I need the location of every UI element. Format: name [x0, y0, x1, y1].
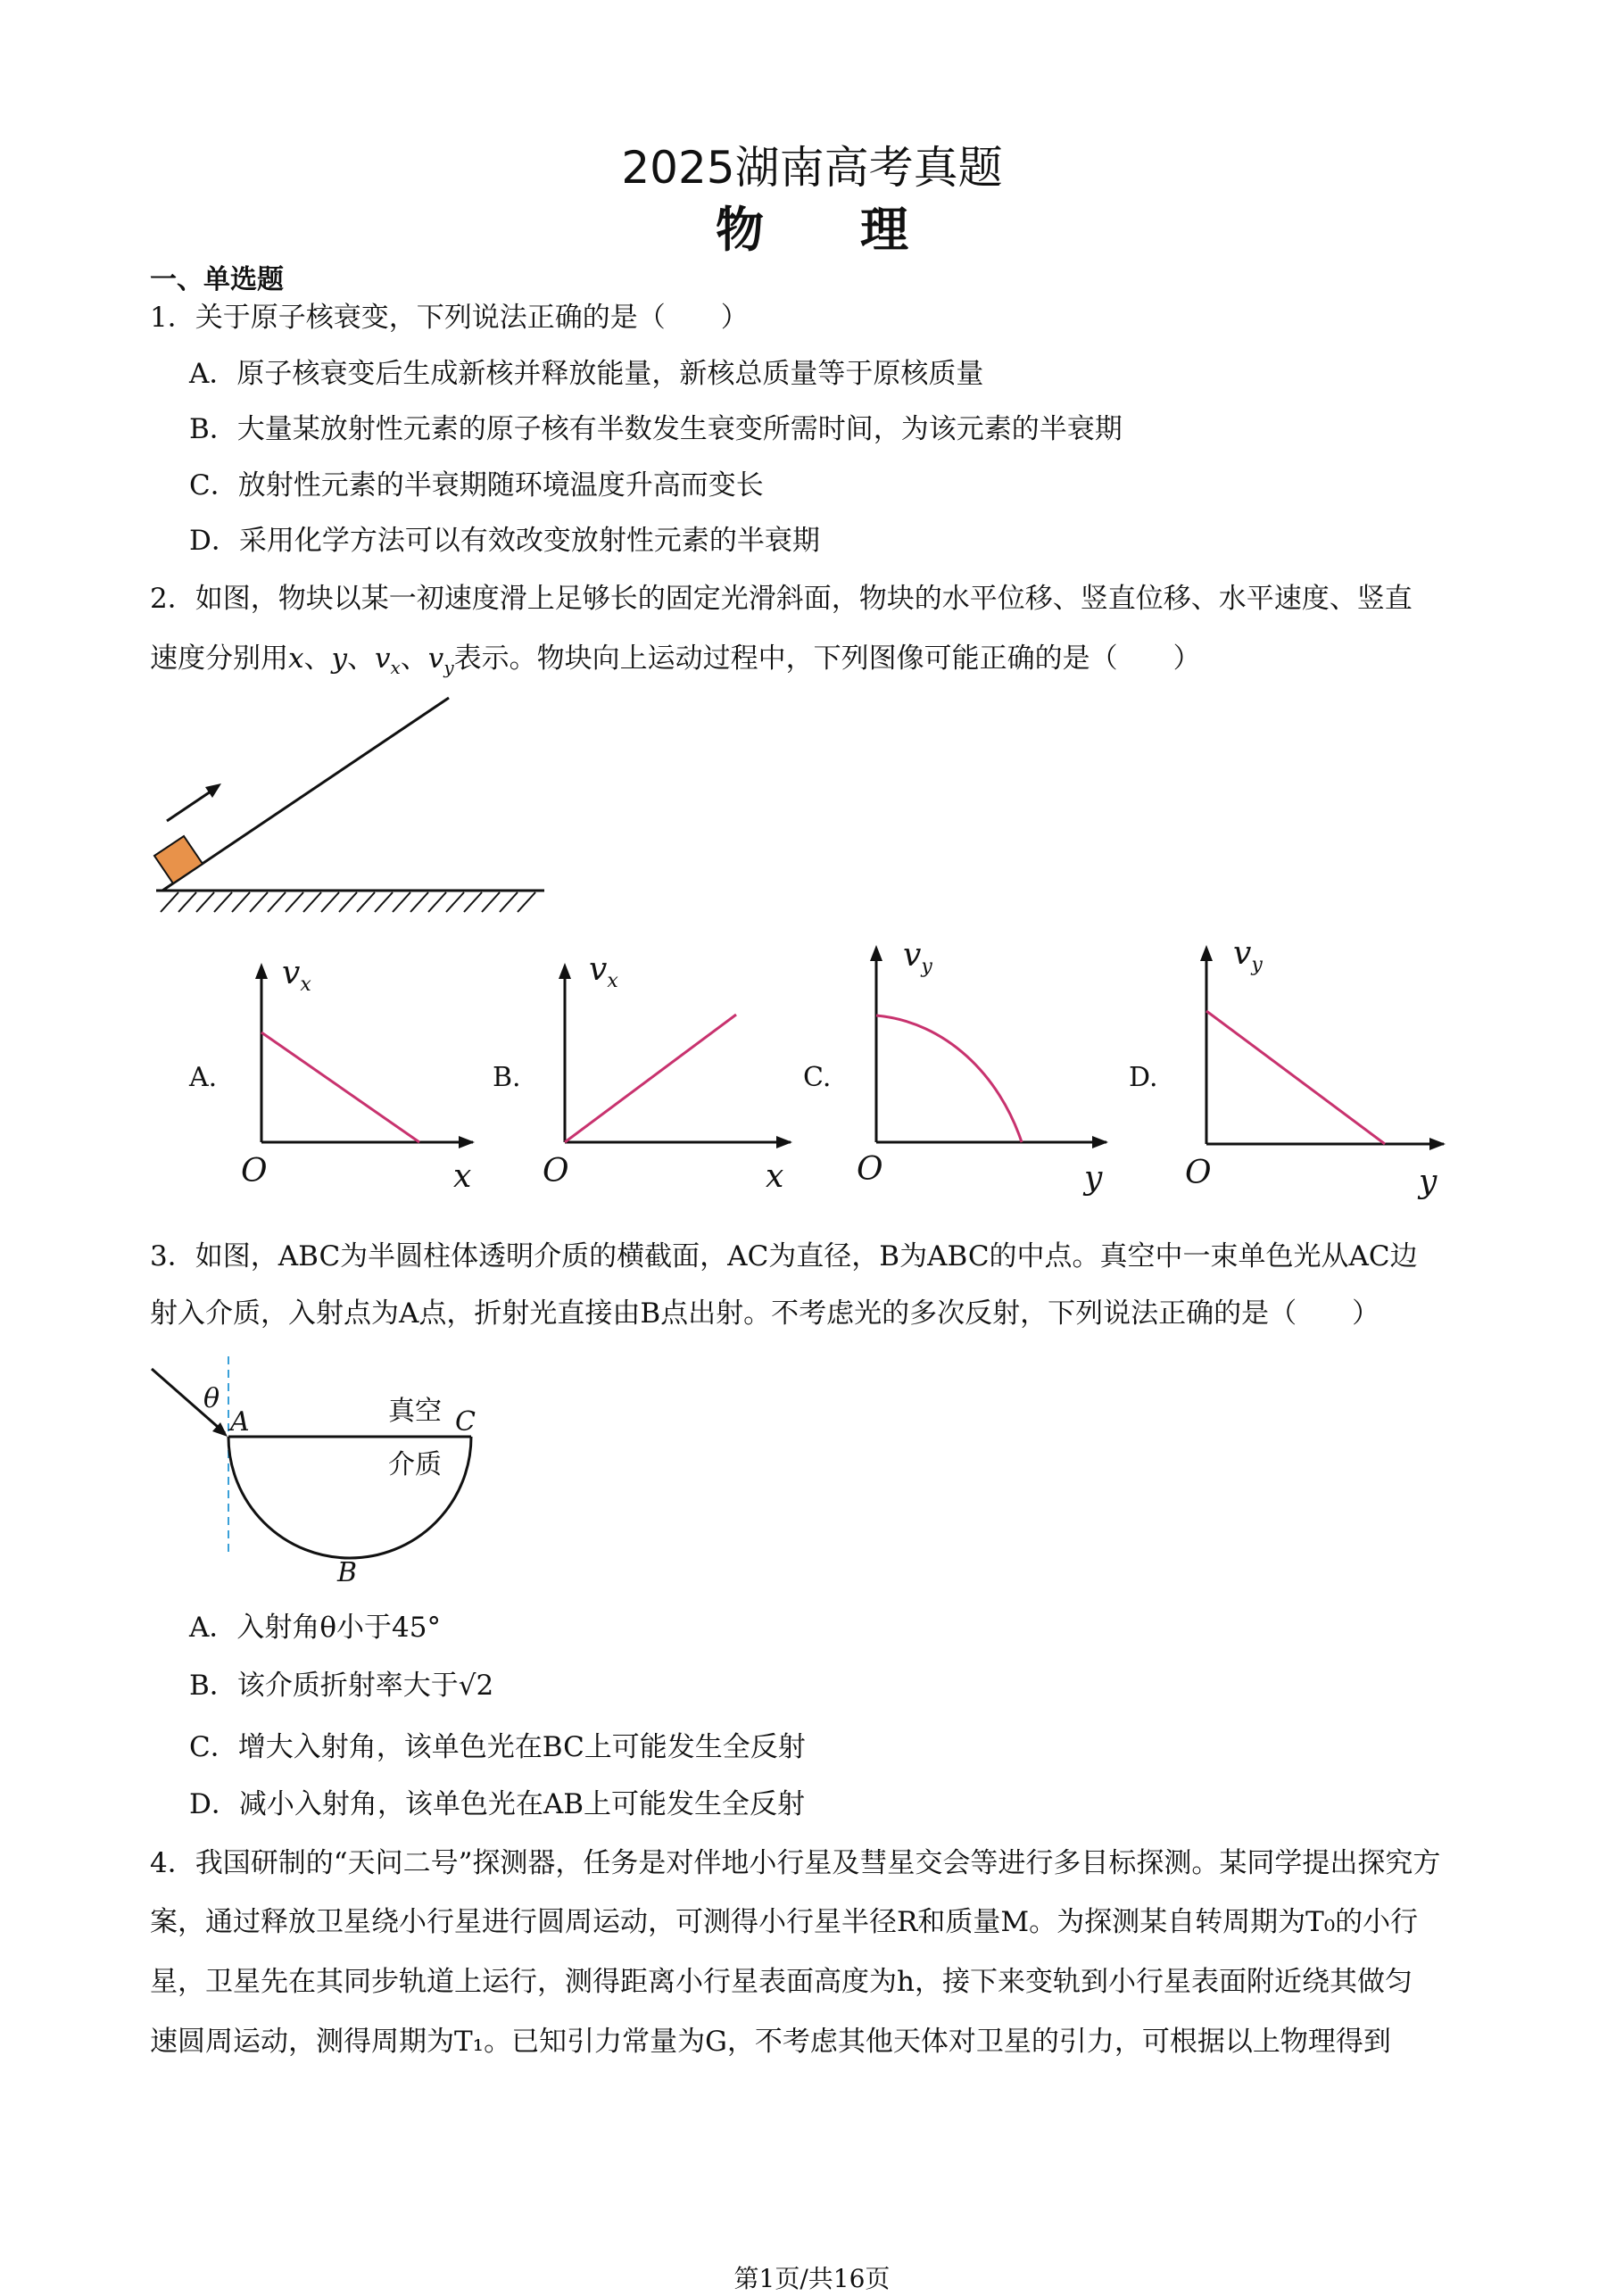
point-a-label: A	[230, 1406, 250, 1438]
graph-a-ylabel: $v_x$	[282, 955, 311, 997]
graph-a	[232, 950, 491, 1209]
page-footer: 第1页/共16页	[733, 2264, 891, 2293]
q1-option-b: B．大量某放射性元素的原子核有半数发生衰变所需时间，为该元素的半衰期	[189, 413, 1123, 445]
graph-d-xlabel: y	[1419, 1164, 1438, 1200]
graph-a-origin: O	[241, 1153, 268, 1189]
theta-label: θ	[203, 1383, 220, 1414]
vacuum-label: 真空	[388, 1396, 442, 1427]
q4-line4: 速圆周运动，测得周期为T₁。已知引力常量为G，不考虑其他天体对卫星的引力，可根据以上物理得到	[150, 2026, 1391, 2058]
var-vx-sub: x	[390, 657, 401, 679]
velocity-arrow	[167, 788, 216, 821]
q4-line1: 4．我国研制的“天问二号”探测器，任务是对伴地小行星及彗星交会等进行多目标探测。某同学提出探究方	[150, 1847, 1441, 1879]
graph-a-y-arrow	[255, 963, 268, 979]
q1-option-c: C．放射性元素的半衰期随环境温度升高而变长	[189, 469, 764, 501]
graph-d-x-arrow	[1429, 1138, 1446, 1150]
q3-line1: 3．如图，ABC为半圆柱体透明介质的横截面，AC为直径，B为ABC的中点。真空中一束单色光从AC边	[150, 1240, 1418, 1272]
var-vy-sub: y	[443, 657, 454, 679]
point-c-label: C	[455, 1406, 476, 1438]
graph-d-curve	[1206, 1011, 1385, 1144]
q1-stem: 1．关于原子核衰变，下列说法正确的是（ ）	[150, 302, 749, 334]
q3-option-c: C．增大入射角，该单色光在BC上可能发生全反射	[189, 1731, 806, 1763]
page-title: 2025湖南高考真题	[621, 142, 1003, 194]
graph-d	[1178, 932, 1454, 1200]
q2-line2-suffix: 表示。物块向上运动过程中，下列图像可能正确的是（ ）	[453, 642, 1201, 675]
point-b-label: B	[337, 1557, 358, 1588]
semicircle-figure	[143, 1356, 500, 1597]
q2-line2-prefix: 速度分别用	[150, 642, 288, 675]
incline-figure	[143, 687, 562, 928]
subject-title: 物 理	[716, 202, 908, 258]
graph-b-label: B.	[493, 1062, 521, 1093]
graph-d-y-arrow	[1200, 945, 1213, 961]
q2-line2: 速度分别用x、y、$v_x$、$v_y$表示。物块向上运动过程中，下列图像可能正确的是（ ）	[150, 642, 1201, 679]
block	[154, 836, 203, 883]
graph-a-x-arrow	[459, 1136, 475, 1148]
medium-label: 介质	[388, 1449, 442, 1480]
q3-line2: 射入介质，入射点为A点，折射光直接由B点出射。不考虑光的多次反射，下列说法正确的是（ ）	[150, 1297, 1380, 1330]
graph-b-ylabel: $v_x$	[589, 951, 618, 993]
graph-c-origin: O	[857, 1151, 883, 1188]
section-heading: 一、单选题	[150, 264, 284, 295]
velocity-arrow-head	[205, 783, 221, 798]
graph-c-label: C.	[803, 1062, 832, 1093]
graph-b-y-arrow	[559, 963, 571, 979]
q1-option-a: A．原子核衰变后生成新核并释放能量，新核总质量等于原核质量	[189, 358, 984, 390]
graph-b-xlabel: x	[766, 1158, 784, 1195]
graph-d-label: D.	[1129, 1062, 1158, 1093]
q1-option-d: D．采用化学方法可以有效改变放射性元素的半衰期	[189, 525, 820, 557]
q4-line3: 星，卫星先在其同步轨道上运行，测得距离小行星表面高度为h，接下来变轨到小行星表面附近绕其做匀	[150, 1966, 1413, 1998]
graph-c	[848, 932, 1115, 1200]
graph-a-label: A.	[189, 1062, 218, 1093]
graph-a-xlabel: x	[453, 1158, 472, 1195]
var-x: x	[288, 642, 304, 675]
graph-d-origin: O	[1185, 1155, 1212, 1191]
q3-option-b: B．该介质折射率大于√2	[189, 1670, 494, 1702]
q3-option-a: A．入射角θ小于45°	[189, 1612, 441, 1644]
q4-line2: 案，通过释放卫星绕小行星进行圆周运动，可测得小行星半径R和质量M。为探测某自转周期为T₀的小行	[150, 1906, 1419, 1938]
graph-b-curve	[565, 1015, 736, 1142]
ground-hatch	[161, 892, 535, 912]
var-vy: v	[427, 642, 444, 675]
graph-a-curve	[261, 1032, 419, 1142]
graph-c-ylabel: $v_y$	[903, 937, 932, 979]
q2-line1: 2．如图，物块以某一初速度滑上足够长的固定光滑斜面，物块的水平位移、竖直位移、水平速度、竖直	[150, 583, 1413, 615]
graph-c-x-arrow	[1092, 1136, 1108, 1148]
graph-b-origin: O	[543, 1153, 569, 1189]
graph-b-x-arrow	[776, 1136, 792, 1148]
graph-c-y-arrow	[870, 945, 882, 961]
graph-d-ylabel: $v_y$	[1233, 935, 1263, 977]
graph-b	[535, 950, 803, 1209]
graph-c-xlabel: y	[1084, 1160, 1103, 1197]
var-vx: v	[375, 642, 391, 675]
var-y: y	[331, 642, 347, 675]
q3-option-d: D．减小入射角，该单色光在AB上可能发生全反射	[189, 1788, 806, 1820]
graph-c-curve	[876, 1015, 1022, 1142]
